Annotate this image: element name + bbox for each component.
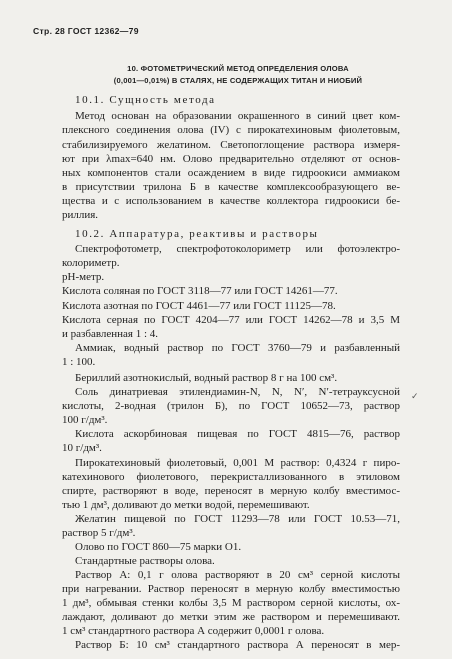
section-title-line-1: 10. ФОТОМЕТРИЧЕСКИЙ МЕТОД ОПРЕДЕЛЕНИЯ ОЛОВА: [127, 64, 349, 73]
text-line: ют при λmax=640 нм. Олово предварительно отделяют от основ-: [62, 153, 400, 165]
text-line: раствор 5 г/дм³.: [62, 527, 136, 539]
text-line: Пирокатехиновый фиолетовый, 0,001 М раствор: 0,4324 г пиро-: [75, 457, 400, 469]
text-line: лаждают, доливают до метки этим же раствором и перемешивают.: [62, 611, 400, 623]
margin-tick-mark: ✓: [411, 391, 419, 401]
text-line: Кислота соляная по ГОСТ 3118—77 или ГОСТ 14261—77.: [62, 285, 338, 297]
text-line: 1 см³ стандартного раствора А содержит 0,0001 г олова.: [62, 625, 325, 637]
text-line: 100 г/дм³.: [62, 414, 108, 426]
text-line: и разбавленная 1 : 4.: [62, 328, 159, 340]
text-line: Метод основан на образовании окрашенного в синий цвет ком-: [75, 110, 400, 122]
text-line: Стандартные растворы олова.: [75, 555, 215, 567]
text-line: Кислота серная по ГОСТ 4204—77 или ГОСТ 14262—78 и 3,5 М: [62, 314, 400, 326]
text-line: Желатин пищевой по ГОСТ 11293—78 или ГОСТ 10.53—71,: [75, 513, 400, 525]
text-line: кислоты, 2-водная (трилон Б), по ГОСТ 10652—73, раствор: [62, 400, 400, 412]
text-line: Аммиак, водный раствор по ГОСТ 3760—79 и разбавленный: [75, 342, 400, 354]
text-line: Кислота азотная по ГОСТ 4461—77 или ГОСТ 11125—78.: [62, 300, 336, 312]
text-line: колориметр.: [62, 257, 120, 269]
text-line: стабилизируемого желатином. Светопоглощение раствора измеря-: [62, 139, 400, 151]
text-line: плексного соединения олова (IV) с пирокатехиновым фиолетовым,: [62, 124, 400, 136]
text-line: Спектрофотометр, спектрофотоколориметр или фотоэлектро-: [75, 243, 400, 255]
text-line: ных компонентов стали осаждением в виде гидроокиси аммиаком: [62, 167, 400, 179]
text-line: 1 дм³, обмывая стенки колбы 3,5 М раствором серной кислоты, ох-: [62, 597, 400, 609]
text-line: Соль динатриевая этилендиамин-N, N, N′, N′-тетрауксусной: [75, 386, 400, 398]
text-line: 1 : 100.: [62, 356, 96, 368]
text-line: спирте, растворяют в воде, переносят в мерную колбу вместимос-: [62, 485, 400, 497]
text-line: катехинового фиолетового, перекристаллизованного в этиловом: [62, 471, 400, 483]
section-title-line-2: (0,001—0,01%) В СТАЛЯХ, НЕ СОДЕРЖАЩИХ ТИТАН И НИОБИЙ: [113, 76, 363, 85]
subsection-heading-10-2: 10.2. Аппаратура, реактивы и растворы: [75, 228, 319, 240]
text-line: Бериллий азотнокислый, водный раствор 8 г на 100 см³.: [75, 372, 338, 384]
text-line: 10 г/дм³.: [62, 442, 102, 454]
text-line: щества и с использованием в качестве коллектора гидроокиси бе-: [62, 195, 400, 207]
page-header: Стр. 28 ГОСТ 12362—79: [33, 26, 139, 36]
text-line: pH-метр.: [62, 271, 105, 283]
text-line: тью 1 дм³, доливают до метки водой, перемешивают.: [62, 499, 310, 511]
text-line: в присутствии трилона Б в качестве комплексообразующего ве-: [62, 181, 400, 193]
text-line: Олово по ГОСТ 860—75 марки О1.: [75, 541, 242, 553]
text-line: риллия.: [62, 209, 99, 221]
text-line: Кислота аскорбиновая пищевая по ГОСТ 4815—76, раствор: [75, 428, 400, 440]
text-line: Раствор Б: 10 см³ стандартного раствора А переносят в мер-: [75, 639, 400, 651]
subsection-heading-10-1: 10.1. Сущность метода: [75, 94, 216, 106]
text-line: Раствор А: 0,1 г олова растворяют в 20 см³ серной кислоты: [75, 569, 400, 581]
text-line: при нагревании. Раствор переносят в мерную колбу вместимостью: [62, 583, 400, 595]
